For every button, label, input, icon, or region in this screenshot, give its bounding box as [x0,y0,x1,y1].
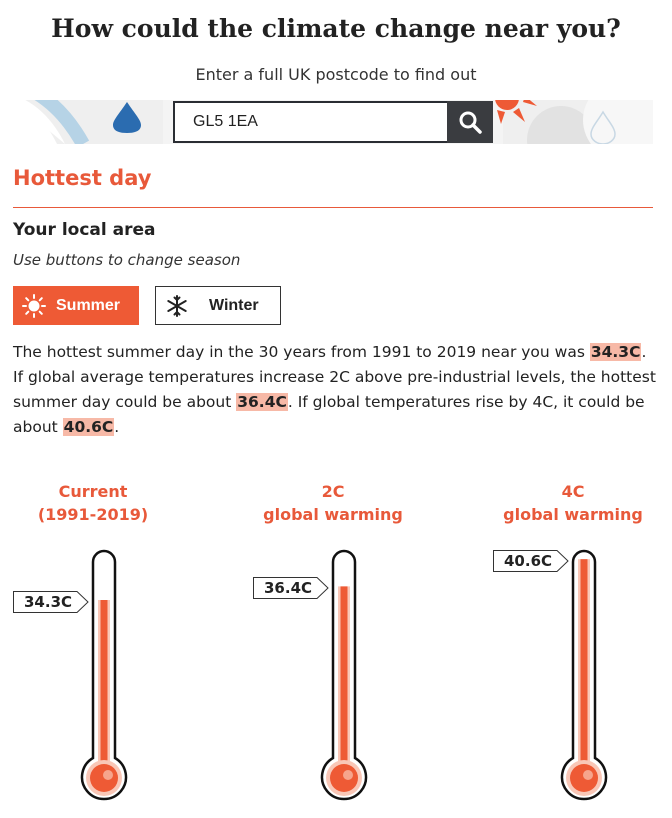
bulb-highlight [103,770,113,780]
value-tag-4c [493,550,552,572]
section-divider [13,207,653,208]
thermometer-current [64,548,144,808]
summary-text-3: . If global temperatures rise by 4C, it could be about [13,393,645,436]
thermometer-svg [544,548,624,808]
label-line-2: global warming [503,505,643,524]
value-tag-text: 36.4C [264,579,313,598]
label-line-1: 4C [561,482,585,501]
summary-text-1: The hottest summer day in the 30 years from 1991 to 2019 near you was [13,343,590,361]
winter-button[interactable] [155,286,281,325]
mercury-column [341,586,348,778]
thermometer-label-2c [243,480,423,526]
summary-paragraph [13,340,661,440]
summary-2c-value: 36.4C [237,393,287,411]
label-line-1: Current [58,482,128,501]
label-line-2: (1991-2019) [37,505,149,524]
thermometer-4c [544,548,624,808]
search-button[interactable] [447,101,493,143]
mercury-column [581,559,588,778]
thermometer-label-current [3,480,183,526]
mercury-column [101,600,108,778]
thermometer-svg [64,548,144,808]
summer-button[interactable] [13,286,139,325]
sun-icon [22,294,46,318]
value-tag-current [13,591,72,613]
label-line-2: global warming [263,505,403,524]
search-icon [458,110,482,134]
bulb-highlight [583,770,593,780]
value-tag-text: 34.3C [24,593,73,611]
summary-current-value: 34.3C [590,343,641,361]
summary-text-2: . If global average temperatures increase 2C above pre-industrial levels, the hottest summer day could be about [13,343,656,411]
postcode-input[interactable] [175,103,448,141]
winter-button-label: Winter [209,296,259,314]
page-subtitle: Enter a full UK postcode to find out [195,65,477,84]
bulb-highlight [343,770,353,780]
summary-text-4: . [114,418,120,436]
page-title: How could the climate change near you? [51,14,621,43]
summer-button-label: Summer [56,296,121,314]
snowflake-icon [165,294,189,318]
local-area-heading: Your local area [13,220,156,240]
section-title: Hottest day [13,166,152,190]
label-line-1: 2C [321,482,345,501]
thermometer-label-4c [483,480,663,526]
summary-4c-value: 40.6C [63,418,114,436]
season-hint: Use buttons to change season [13,251,241,269]
value-tag-2c [253,577,312,599]
postcode-search-box [173,101,448,143]
value-tag-text: 40.6C [504,552,553,571]
